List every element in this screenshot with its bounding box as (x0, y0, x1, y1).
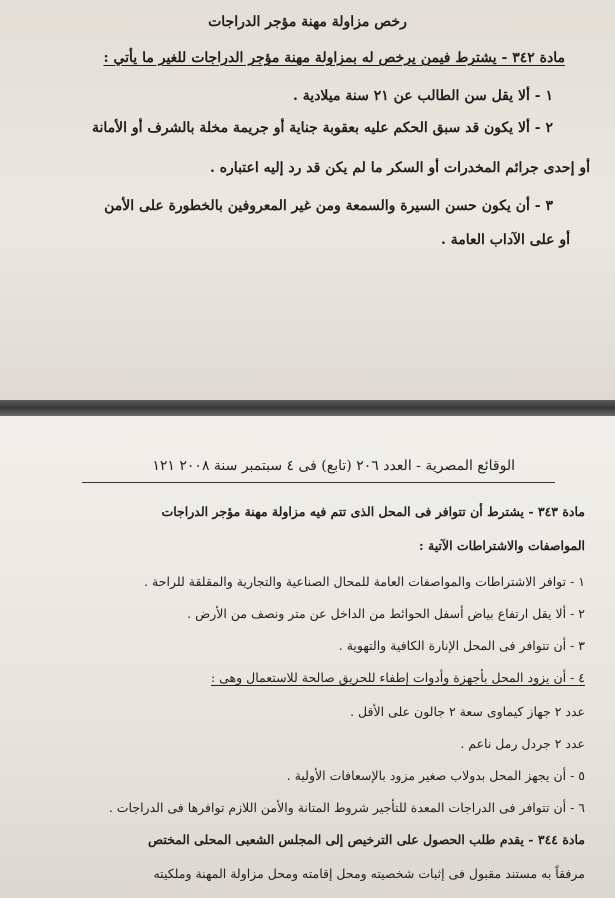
article-344-continued-text: مرفقاً به مستند مقبول فى إثبات شخصيته ومحل إقامته ومحل مزاولة المهنة وملكيته (153, 866, 585, 881)
extinguisher-item-text: عدد ٢ جهاز كيماوى سعة ٢ جالون على الأقل . (350, 704, 585, 719)
upper-document-page (0, 0, 615, 402)
sand-bucket-item-text: عدد ٢ جردل رمل ناعم . (460, 736, 585, 751)
header-rule (82, 482, 555, 483)
requirement-5-text: ٥ - أن يجهز المحل بدولاب صغير مزود بالإسعافات الأولية . (286, 768, 585, 783)
article-342-text: مادة ٣٤٢ - يشترط فيمن يرخص له بمزاولة مهنة مؤجر الدراجات للغير ما يأتي : (103, 50, 565, 66)
requirement-6-text: ٦ - أن تتوافر فى الدراجات المعدة للتأجير شروط المتانة والأمن اللازم توافرها فى الدراجات . (108, 800, 585, 815)
condition-3-text: ٣ - أن يكون حسن السيرة والسمعة ومن غير المعروفين بالخطورة على الأمن (104, 198, 553, 214)
article-344-text: مادة ٣٤٤ - يقدم طلب الحصول على الترخيص إلى المجلس الشعبى المحلى المختص (148, 832, 585, 847)
requirement-4-text: ٤ - أن يزود المحل بأجهزة وأدوات إطفاء للحريق صالحة للاستعمال وهى : (210, 670, 585, 685)
condition-2-text: ٢ - ألا يكون قد سبق الحكم عليه بعقوبة جناية أو جريمة مخلة بالشرف أو الأمانة (91, 120, 553, 136)
lower-document-page (0, 416, 615, 898)
requirement-1-text: ١ - توافر الاشتراطات والمواصفات العامة للمحال الصناعية والتجارية والمقلقة للراحة . (144, 574, 585, 589)
condition-2-continued-text: أو إحدى جرائم المخدرات أو السكر ما لم يكن قد رد إليه اعتباره . (209, 160, 590, 176)
section-heading: رخص مزاولة مهنة مؤجر الدراجات (208, 14, 407, 30)
gazette-header: الوقائع المصرية - العدد ٢٠٦ (تابع) فى ٤ سبتمبر سنة ٢٠٠٨ ١٢١ (152, 458, 515, 474)
requirement-3-text: ٣ - أن تتوافر فى المحل الإنارة الكافية والتهوية . (338, 638, 585, 653)
condition-3-continued-text: أو على الآداب العامة . (440, 232, 570, 248)
condition-1-text: ١ - ألا يقل سن الطالب عن ٢١ سنة ميلادية . (293, 88, 553, 104)
article-343-continued-text: المواصفات والاشتراطات الآتية : (419, 538, 585, 553)
article-343-text: مادة ٣٤٣ - يشترط أن تتوافر فى المحل الذى تتم فيه مزاولة مهنة مؤجر الدراجات (161, 504, 585, 519)
requirement-2-text: ٢ - ألا يقل ارتفاع بياض أسفل الحوائط من الداخل عن متر ونصف من الأرض . (187, 606, 585, 621)
page-gap-divider (0, 400, 615, 416)
